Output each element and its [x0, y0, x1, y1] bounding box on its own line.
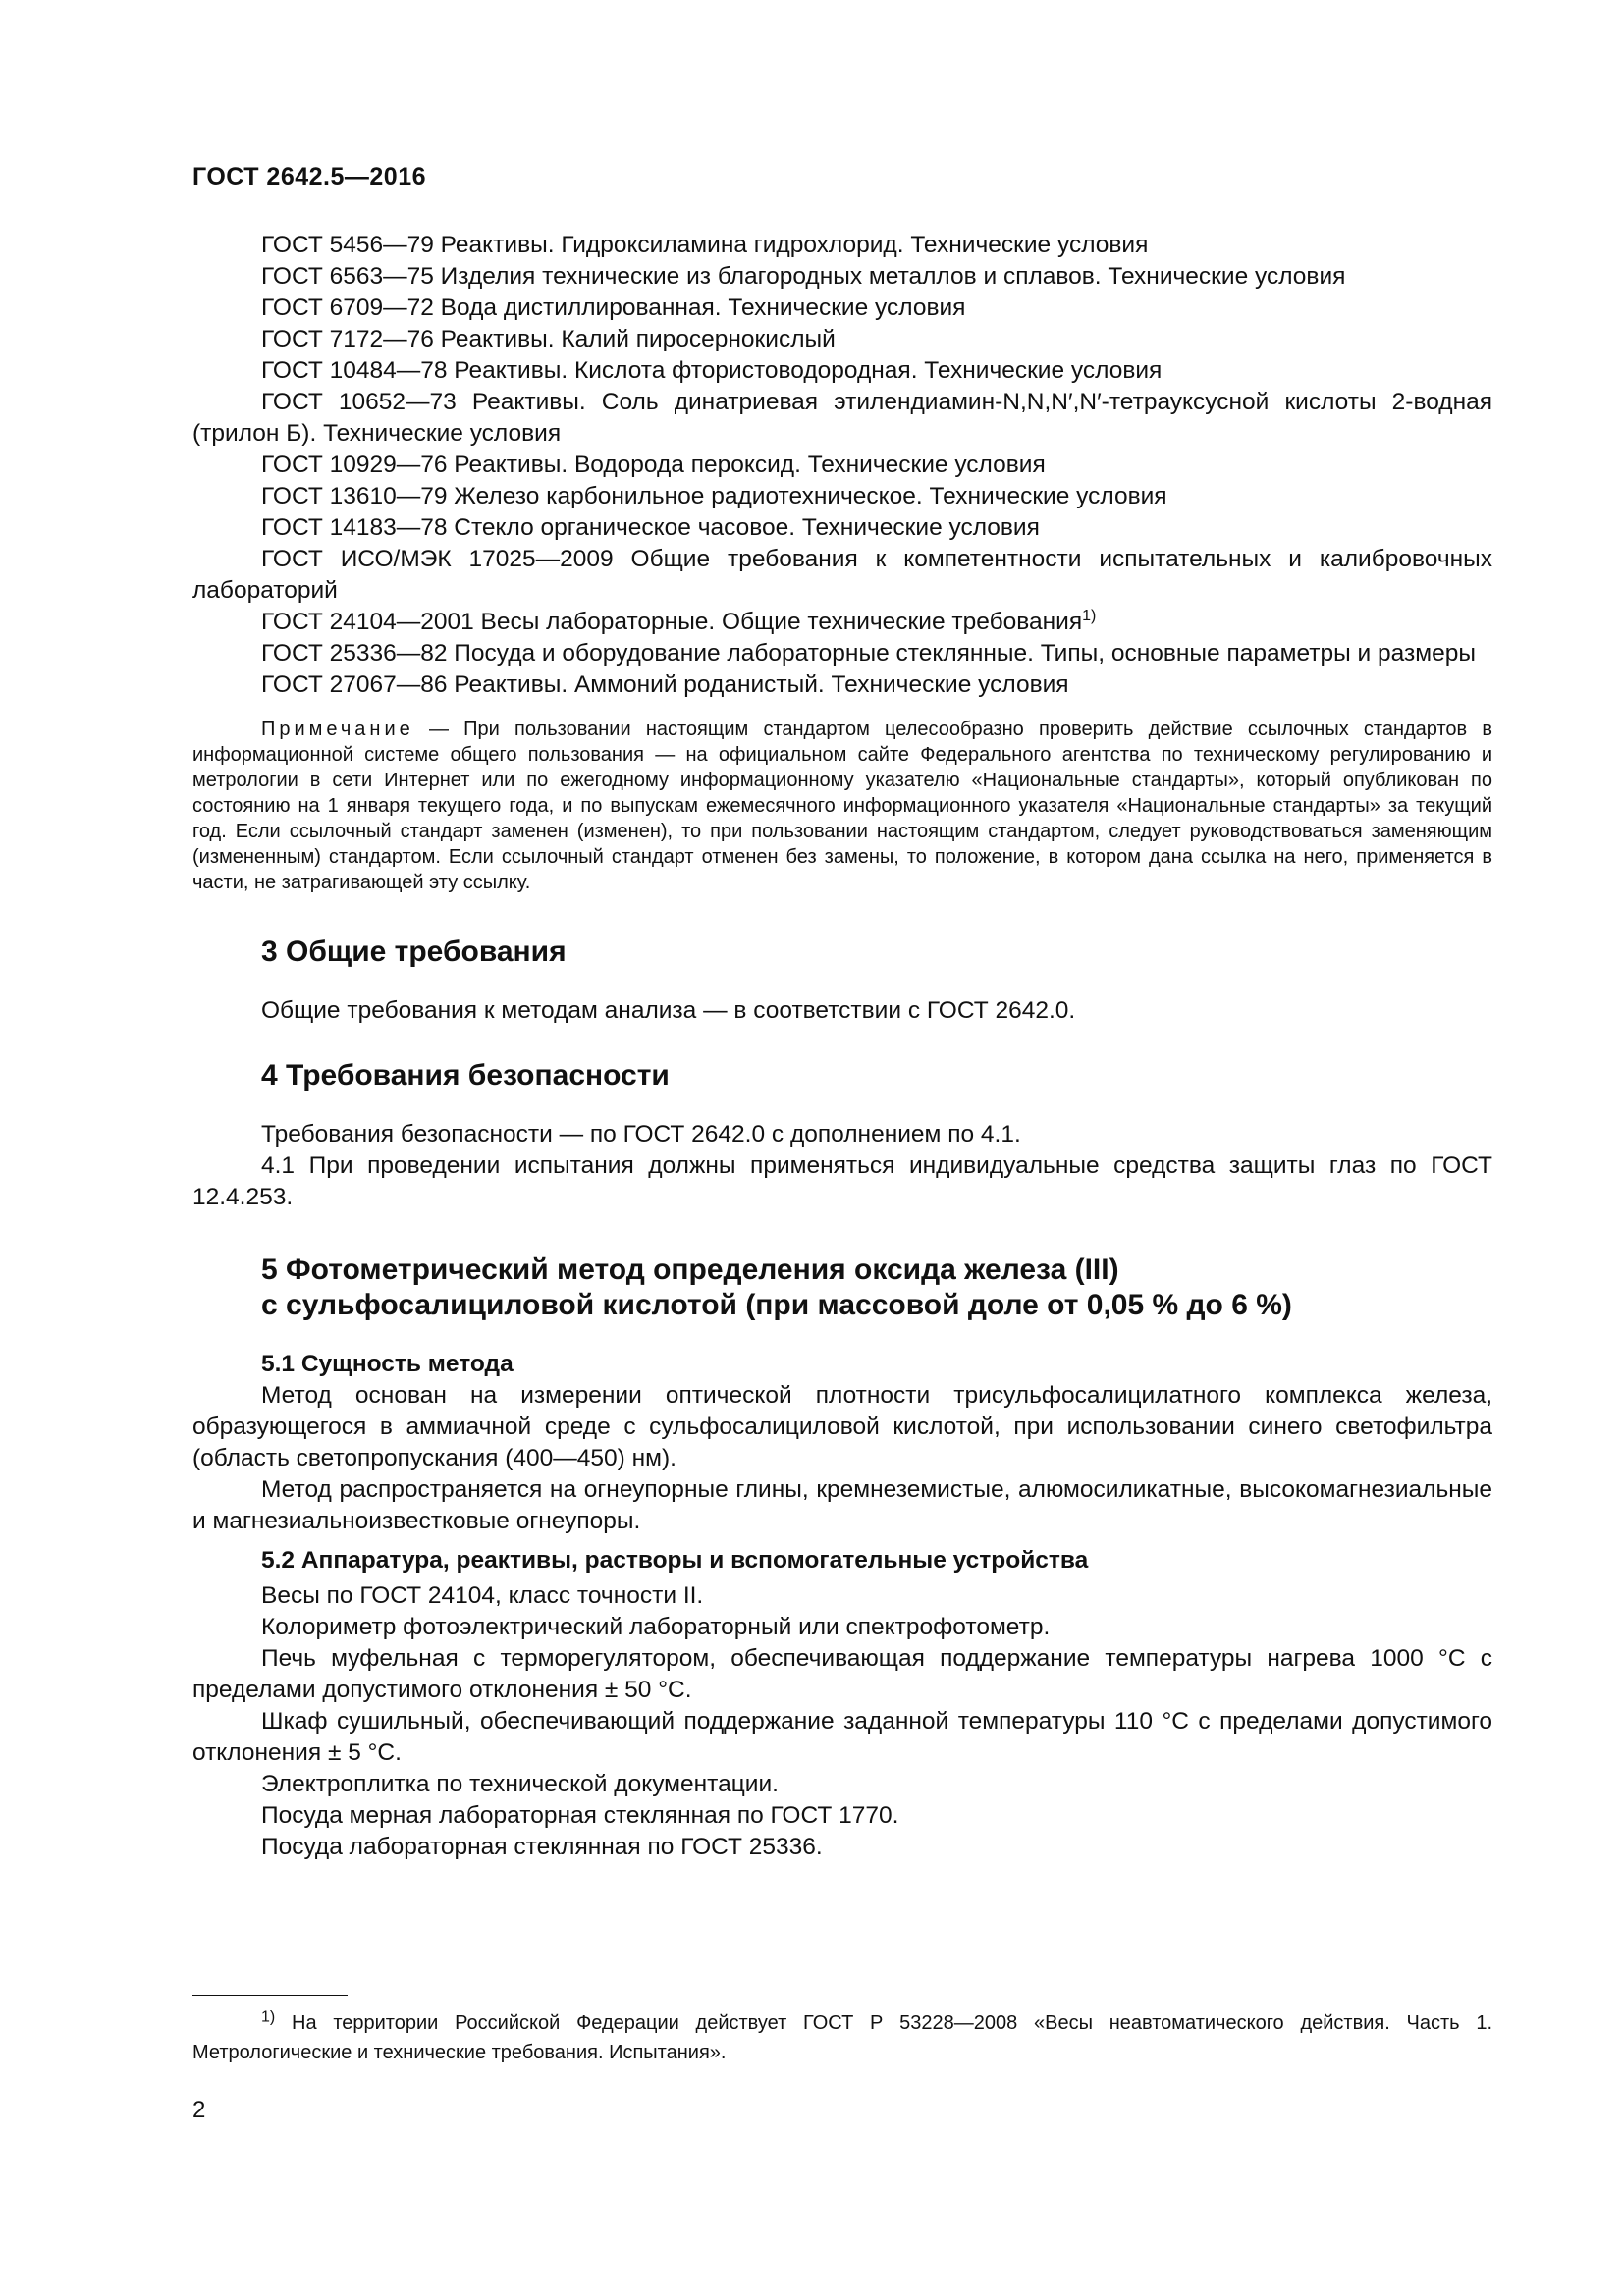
reference-item: ГОСТ 10652—73 Реактивы. Соль динатриевая этилендиамин-N,N,N′,N′-тетрауксусной кислоты 2-водная (трилон Б). Технические условия	[192, 389, 1492, 447]
section-5-heading	[192, 1253, 1492, 1323]
reference-item: ГОСТ 25336—82 Посуда и оборудование лабораторные стеклянные. Типы, основные параметры и размеры	[261, 640, 1476, 667]
section-3-text: Общие требования к методам анализа — в соответствии с ГОСТ 2642.0.	[261, 997, 1076, 1024]
section-5-heading-line2: с сульфосалициловой кислотой (при массовой доле от 0,05 % до 6 %)	[261, 1289, 1292, 1321]
reference-item: ГОСТ 14183—78 Стекло органическое часовое. Технические условия	[261, 514, 1040, 541]
note-label: Примечание	[261, 719, 414, 740]
equipment-list	[192, 1580, 1492, 1863]
reference-item: ГОСТ 7172—76 Реактивы. Калий пиросернокислый	[261, 326, 836, 352]
section-3-heading: 3 Общие требования	[261, 935, 567, 968]
section-4-heading: 4 Требования безопасности	[261, 1059, 670, 1092]
equipment-item: Шкаф сушильный, обеспечивающий поддержание заданной температуры 110 °С с пределами допустимого отклонения ± 5 °С.	[192, 1708, 1492, 1766]
subsection-5-2-heading: 5.2 Аппаратура, реактивы, растворы и вспомогательные устройства	[261, 1547, 1089, 1574]
note-paragraph	[192, 717, 1492, 895]
document-header: ГОСТ 2642.5—2016	[192, 163, 427, 190]
equipment-item: Посуда мерная лабораторная стеклянная по ГОСТ 1770.	[261, 1802, 899, 1829]
reference-text: ГОСТ 24104—2001 Весы лабораторные. Общие технические требования	[261, 609, 1083, 635]
page-number: 2	[192, 2097, 206, 2123]
subsection-5-1-paragraph: Метод основан на измерении оптической плотности трисульфосалицилатного комплекса железа, образующегося в аммиачной среде с сульфосалициловой кислотой, при использовании синего светофильтра (область светопропускания (400—450) нм).	[192, 1382, 1492, 1471]
note-text: — При пользовании настоящим стандартом целесообразно проверить действие ссылочных стандартов в информационной системе общего пользования — на официальном сайте Федерального агентства по техническому регулированию и метрологии в сети Интернет или по ежегодному информационному указателю «Национальные стандарты», который опубликован по состоянию на 1 января текущего года, и по выпускам ежемесячного информационного указателя «Национальные стандарты» за текущий год. Если ссылочный стандарт заменен (изменен), то при пользовании настоящим стандартом, следует руководствоваться заменяющим (измененным) стандартом. Если ссылочный стандарт отменен без замены, то положение, в котором дана ссылка на него, применяется в части, не затрагивающей эту ссылку.	[192, 719, 1492, 893]
reference-item: ГОСТ 13610—79 Железо карбонильное радиотехническое. Технические условия	[261, 483, 1167, 509]
section-5-heading-line1: 5 Фотометрический метод определения оксида железа (III)	[261, 1254, 1119, 1286]
normative-references-list	[192, 230, 1492, 701]
subsection-5-1-heading: 5.1 Сущность метода	[261, 1351, 514, 1377]
footnote-text: На территории Российской Федерации действует ГОСТ Р 53228—2008 «Весы неавтоматического действия. Часть 1. Метрологические и технические требования. Испытания».	[192, 2012, 1492, 2063]
section-4-paragraph: Требования безопасности — по ГОСТ 2642.0 с дополнением по 4.1.	[261, 1121, 1021, 1148]
equipment-item: Печь муфельная с терморегулятором, обеспечивающая поддержание температуры нагрева 1000 °С с пределами допустимого отклонения ± 50 °С.	[192, 1645, 1492, 1703]
equipment-item: Посуда лабораторная стеклянная по ГОСТ 25336.	[261, 1834, 823, 1860]
footnote-divider	[192, 1995, 348, 1996]
reference-item	[192, 607, 1492, 638]
subsection-5-1-paragraph: Метод распространяется на огнеупорные глины, кремнеземистые, алюмосиликатные, высокомагнезиальные и магнезиальноизвестковые огнеупоры.	[192, 1476, 1492, 1534]
reference-item: ГОСТ 6709—72 Вода дистиллированная. Технические условия	[261, 294, 966, 321]
reference-item: ГОСТ 5456—79 Реактивы. Гидроксиламина гидрохлорид. Технические условия	[261, 232, 1149, 258]
footnote-marker[interactable]: 1)	[1082, 607, 1097, 624]
reference-item: ГОСТ 27067—86 Реактивы. Аммоний роданистый. Технические условия	[261, 671, 1069, 698]
reference-item: ГОСТ 10929—76 Реактивы. Водорода пероксид. Технические условия	[261, 452, 1046, 478]
equipment-item: Весы по ГОСТ 24104, класс точности II.	[261, 1582, 704, 1609]
equipment-item: Колориметр фотоэлектрический лабораторный или спектрофотометр.	[261, 1614, 1051, 1640]
footnote-number: 1)	[261, 2008, 276, 2026]
page-content	[192, 230, 1492, 1863]
section-4-1-paragraph: 4.1 При проведении испытания должны применяться индивидуальные средства защиты глаз по ГОСТ 12.4.253.	[192, 1152, 1492, 1210]
footnote	[192, 2008, 1492, 2067]
reference-item: ГОСТ ИСО/МЭК 17025—2009 Общие требования к компетентности испытательных и калибровочных лабораторий	[192, 546, 1492, 604]
equipment-item: Электроплитка по технической документации.	[261, 1771, 779, 1797]
reference-item: ГОСТ 10484—78 Реактивы. Кислота фтористоводородная. Технические условия	[261, 357, 1163, 384]
reference-item: ГОСТ 6563—75 Изделия технические из благородных металлов и сплавов. Технические условия	[261, 263, 1346, 290]
